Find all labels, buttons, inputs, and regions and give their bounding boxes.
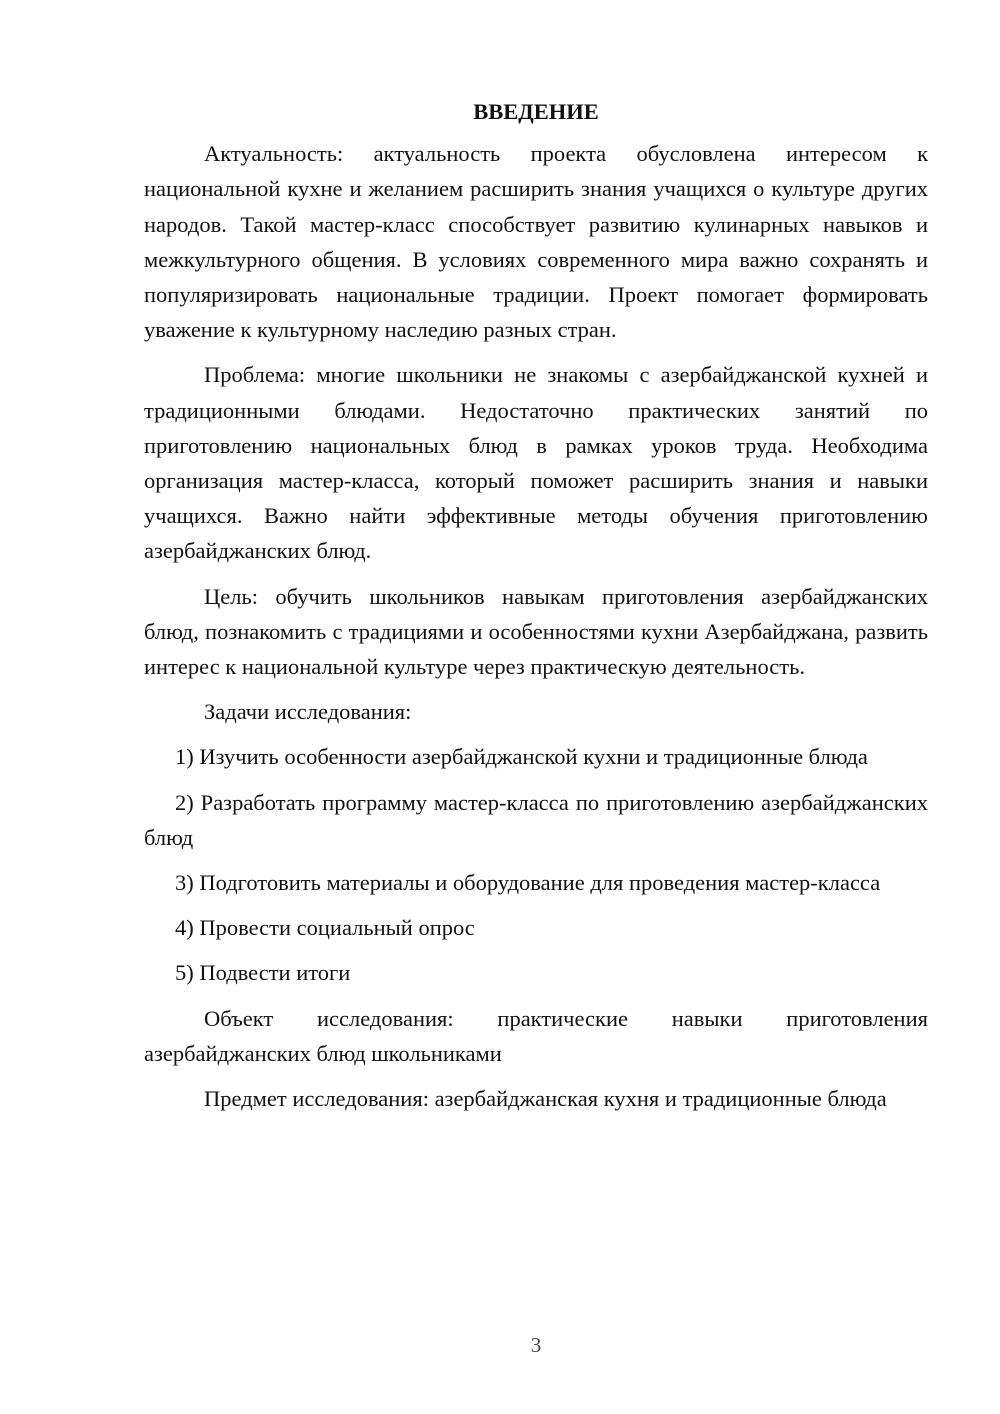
- task-item-2: 2) Разработать программу мастер-класса по приготовлению азербайджанских блюд: [144, 789, 928, 850]
- relevance-paragraph: Актуальность: актуальность проекта обусловлена интересом к национальной кухне и желанием расширить знания учащихся о культуре других народов. Такой мастер-класс способствует развитию кулинарных навыков и межкультурного общения. В условиях современного мира важно сохранять и популяризировать национальные традиции. Проект помогает формировать уважение к культурному наследию разных стран.: [144, 141, 928, 343]
- subject-paragraph: Предмет исследования: азербайджанская кухня и традиционные блюда: [204, 1086, 887, 1112]
- text-column: [144, 94, 928, 1126]
- object-paragraph: Объект исследования: практические навыки приготовления азербайджанских блюд школьниками: [144, 1005, 928, 1066]
- tasks-title: Задачи исследования:: [204, 699, 412, 725]
- page-number: 3: [530, 1333, 542, 1357]
- task-item-4: 4) Провести социальный опрос: [175, 915, 475, 941]
- section-heading: ВВЕДЕНИЕ: [473, 99, 599, 124]
- problem-paragraph: Проблема: многие школьники не знакомы с азербайджанской кухней и традиционными блюдами. Недостаточно практических занятий по приготовлению национальных блюд в рамках уроков труда. Необходима организация мастер-класса, который поможет расширить знания и навыки учащихся. Важно найти эффективные методы обучения приготовлению азербайджанских блюд.: [144, 362, 928, 564]
- goal-paragraph: Цель: обучить школьников навыкам приготовления азербайджанских блюд, познакомить с традициями и особенностями кухни Азербайджана, развить интерес к национальной культуре через практическую деятельность.: [144, 583, 928, 680]
- task-item-5: 5) Подвести итоги: [175, 960, 351, 986]
- task-item-3: 3) Подготовить материалы и оборудование для проведения мастер-класса: [175, 870, 881, 896]
- task-item-1: 1) Изучить особенности азербайджанской кухни и традиционные блюда: [175, 744, 868, 770]
